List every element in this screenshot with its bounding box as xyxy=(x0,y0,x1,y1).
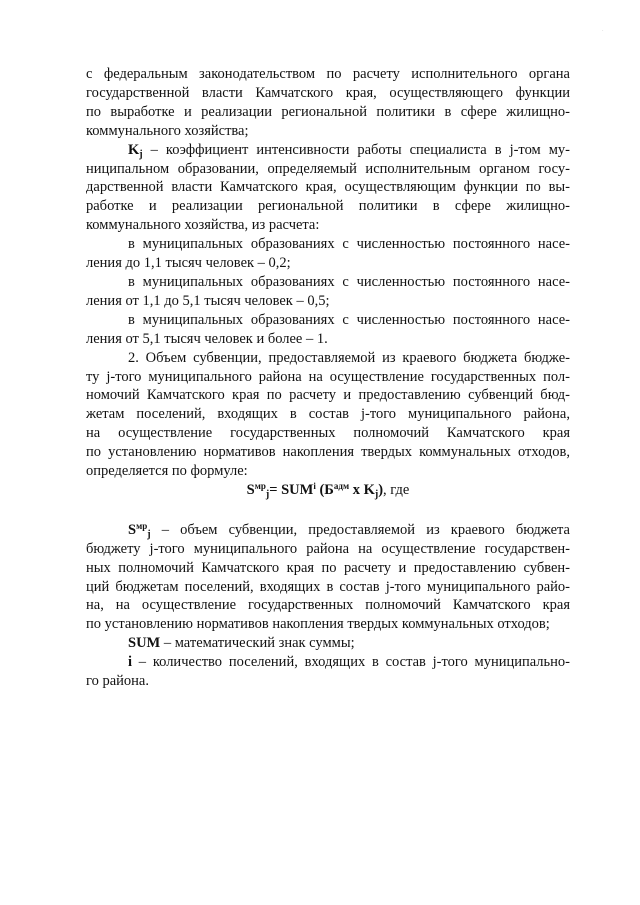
text-line: в муниципальных образованиях с численностью постоянного насе- xyxy=(128,311,570,328)
text-line: на, на осуществление государственных полномочий Камчатского края xyxy=(86,597,570,614)
text-line: бюджету j-того муниципального района на осуществление государствен- xyxy=(86,540,570,557)
text-line: коммунального хозяйства; xyxy=(86,122,249,139)
term-i: i xyxy=(128,654,133,671)
text-line: с федеральным законодательством по расчету исполнительного органа xyxy=(86,66,570,82)
text-line: в муниципальных образованиях с численностью постоянного насе- xyxy=(128,236,570,253)
scan-mark: . xyxy=(602,27,604,33)
text-line: 2. Объем субвенции, предоставляемой из краевого бюджета бюдже- xyxy=(128,349,570,366)
text-line: по установлению нормативов накопления твердых коммунальных отходов, xyxy=(86,444,570,461)
document-body xyxy=(86,65,570,691)
term-sum: SUM xyxy=(128,635,161,652)
paragraph-kj-definition: $K_j$ – коэффициент интенсивности работы специалиста в j-том му- xyxy=(128,141,570,160)
text-line: го района. xyxy=(86,673,149,690)
text-line: ту j-того муниципального района на осуществление государственных пол- xyxy=(86,368,570,385)
text-line: ления до 1,1 тысяч человек – 0,2; xyxy=(86,255,291,272)
text-line: ных полномочий Камчатского края по расчету и предоставлению субвен- xyxy=(86,559,570,576)
paragraph-smr-definition: $S^{мр}_j$ – объем субвенции, предоставляемой из краевого бюджета xyxy=(128,520,570,540)
text-line: по выработке и реализации региональной политики в сфере жилищно- xyxy=(86,103,570,120)
text-line: работке и реализации региональной политики в сфере жилищно- xyxy=(86,198,570,215)
text-line: на осуществление государственных полномочий Камчатского края xyxy=(86,425,570,442)
text-line: ления от 5,1 тысяч человек и более – 1. xyxy=(86,330,328,347)
text-line: в муниципальных образованиях с численностью постоянного насе- xyxy=(128,273,570,290)
text-line: ниципальном образовании, определяемый исполнительным органом госу- xyxy=(86,160,570,177)
text-line: государственной власти Камчатского края, осуществляющего функции xyxy=(86,84,570,101)
text-line: определяется по формуле: xyxy=(86,463,248,480)
text-line: жетам поселений, входящих в состав j-того муниципального района, xyxy=(86,406,570,423)
formula: $S^{мр}_j= SUM^i$ ($Б^{адм}$ x $K_j$), где xyxy=(246,480,410,500)
text-line: ления от 1,1 до 5,1 тысяч человек – 0,5; xyxy=(86,292,330,309)
term-kj: $K_j$ xyxy=(128,141,143,160)
text-line: дарственной власти Камчатского края, осуществляющим функции по вы- xyxy=(86,179,570,196)
text-line: коммунального хозяйства, из расчета: xyxy=(86,217,320,234)
paragraph-sum-definition: SUM – математический знак суммы; xyxy=(128,635,355,652)
text-line: ций бюджетам поселений, входящих в состав j-того муниципального райо- xyxy=(86,578,570,595)
blank-line xyxy=(86,500,570,521)
text-line: номочий Камчатского края по расчету и предоставлению субвенций бюд- xyxy=(86,387,570,404)
term-smr: $S^{мр}_j$ xyxy=(128,520,151,540)
paragraph-i-definition: i – количество поселений, входящих в состав j-того муниципально- xyxy=(128,654,570,671)
text-line: по установлению нормативов накопления твердых коммунальных отходов; xyxy=(86,616,550,633)
